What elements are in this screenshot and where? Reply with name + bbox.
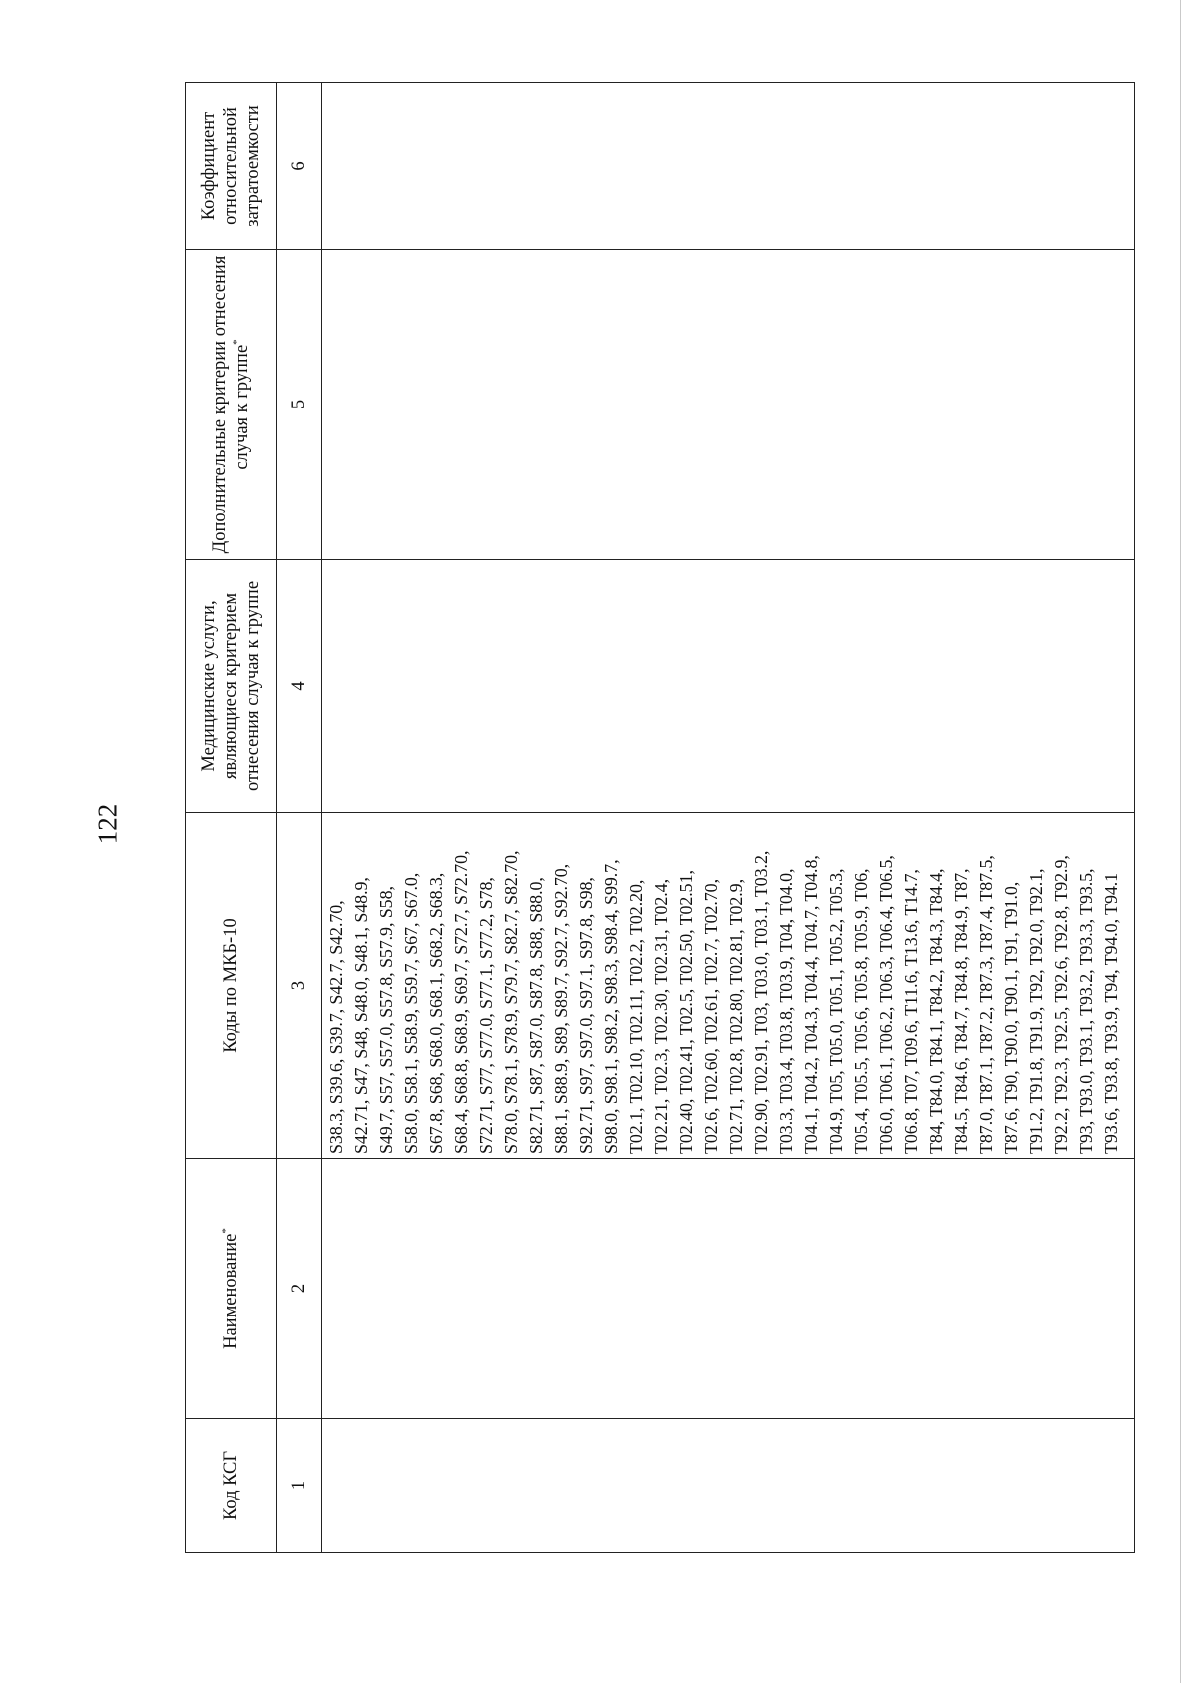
ksg-table-container xyxy=(185,83,1135,1553)
icd-codes-line: T87.0, T87.1, T87.2, T87.3, T87.4, T87.5, xyxy=(976,855,996,1154)
icd-codes-line: T02.90, T02.91, T03, T03.0, T03.1, T03.2, xyxy=(751,850,771,1154)
icd-codes-line: T91.2, T91.8, T91.9, T92, T92.0, T92.1, xyxy=(1026,868,1046,1154)
header-medical-services: Медицинские услуги, являющиеся критерием отнесения случая к группе xyxy=(186,560,277,813)
icd-codes-line: S38.3, S39.6, S39.7, S42.7, S42.70, xyxy=(326,900,346,1154)
header-row xyxy=(186,83,277,1553)
icd-codes-line: T05.4, T05.5, T05.6, T05.8, T05.9, T06, xyxy=(851,868,871,1154)
icd-codes-line: S98.0, S98.1, S98.2, S98.3, S98.4, S99.7, xyxy=(601,859,621,1154)
icd-codes-line: S78.0, S78.1, S78.9, S79.7, S82.7, S82.70, xyxy=(501,850,521,1154)
icd-codes-line: T93.6, T93.8, T93.9, T94, T94.0, T94.1 xyxy=(1101,872,1121,1154)
cell-icd-codes xyxy=(322,813,1135,1159)
icd-codes-line: T02.1, T02.10, T02.11, T02.2, T02.20, xyxy=(626,879,646,1154)
icd-codes-line: T02.21, T02.3, T02.30, T02.31, T02.4, xyxy=(651,879,671,1154)
page-edge-line xyxy=(1180,0,1181,1683)
column-number-row xyxy=(277,83,322,1553)
icd-codes-line: S67.8, S68, S68.0, S68.1, S68.2, S68.3, xyxy=(426,872,446,1154)
table-row xyxy=(322,83,1135,1553)
icd-codes-line: T92.2, T92.3, T92.5, T92.6, T92.8, T92.9, xyxy=(1051,855,1071,1154)
icd-codes-line: S72.71, S77, S77.0, S77.1, S77.2, S78, xyxy=(476,877,496,1154)
header-name: Наименование* xyxy=(186,1159,277,1419)
icd-codes-line: T06.0, T06.1, T06.2, T06.3, T06.4, T06.5, xyxy=(876,855,896,1154)
column-number-2: 2 xyxy=(277,1159,322,1419)
icd-codes-line: T06.8, T07, T09.6, T11.6, T13.6, T14.7, xyxy=(901,869,921,1154)
icd-codes-line: T04.1, T04.2, T04.3, T04.4, T04.7, T04.8, xyxy=(801,855,821,1154)
cell-ksg-code xyxy=(322,1419,1135,1553)
icd-codes-line: S58.0, S58.1, S58.9, S59.7, S67, S67.0, xyxy=(401,872,421,1154)
icd-codes-line: S88.1, S88.9, S89, S89.7, S92.7, S92.70, xyxy=(551,863,571,1154)
ksg-table xyxy=(185,82,1135,1553)
column-number-1: 1 xyxy=(277,1419,322,1553)
icd-codes-line: S42.71, S47, S48, S48.0, S48.1, S48.9, xyxy=(351,877,371,1154)
icd-codes-line: T03.3, T03.4, T03.8, T03.9, T04, T04.0, xyxy=(776,868,796,1154)
icd-codes-line: S49.7, S57, S57.0, S57.8, S57.9, S58, xyxy=(376,886,396,1154)
icd-codes-line: T02.6, T02.60, T02.61, T02.7, T02.70, xyxy=(701,879,721,1154)
cell-medical-services xyxy=(322,560,1135,813)
header-icd-codes: Коды по МКБ-10 xyxy=(186,813,277,1159)
column-number-5: 5 xyxy=(277,250,322,560)
icd-codes-line: S82.71, S87, S87.0, S87.8, S88, S88.0, xyxy=(526,877,546,1154)
icd-codes-line: S68.4, S68.8, S68.9, S69.7, S72.7, S72.70, xyxy=(451,850,471,1154)
cell-name xyxy=(322,1159,1135,1419)
icd-codes-line: T04.9, T05, T05.0, T05.1, T05.2, T05.3, xyxy=(826,868,846,1154)
column-number-6: 6 xyxy=(277,83,322,250)
cell-coefficient xyxy=(322,83,1135,250)
icd-codes-line: T84, T84.0, T84.1, T84.2, T84.3, T84.4, xyxy=(926,868,946,1154)
icd-codes-line: T93, T93.0, T93.1, T93.2, T93.3, T93.5, xyxy=(1076,868,1096,1154)
page-number: 122 xyxy=(92,803,123,845)
icd-codes-line: T84.5, T84.6, T84.7, T84.8, T84.9, T87, xyxy=(951,868,971,1154)
header-additional-criteria: Дополнительные критерии отнесения случая к группе* xyxy=(186,250,277,560)
cell-additional-criteria xyxy=(322,250,1135,560)
icd-codes-line: T87.6, T90, T90.0, T90.1, T91, T91.0, xyxy=(1001,881,1021,1154)
icd-codes-line: T02.71, T02.8, T02.80, T02.81, T02.9, xyxy=(726,879,746,1154)
icd-codes-line: S92.71, S97, S97.0, S97.1, S97.8, S98, xyxy=(576,877,596,1154)
header-coefficient: Коэффициент относительной затратоемкости xyxy=(186,83,277,250)
column-number-4: 4 xyxy=(277,560,322,813)
column-number-3: 3 xyxy=(277,813,322,1159)
icd-codes-line: T02.40, T02.41, T02.5, T02.50, T02.51, xyxy=(676,870,696,1154)
header-ksg-code: Код КСГ xyxy=(186,1419,277,1553)
